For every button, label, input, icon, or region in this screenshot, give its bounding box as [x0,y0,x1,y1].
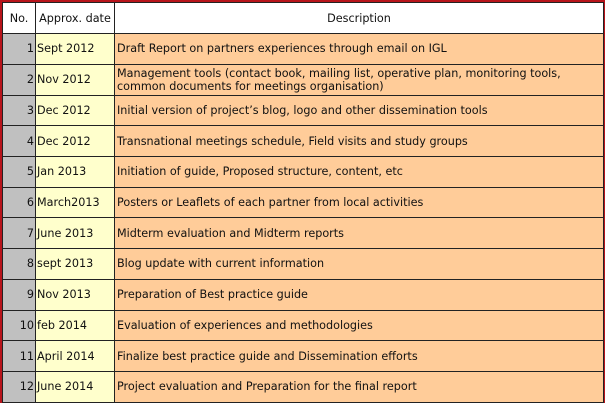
row-date: June 2014 [36,371,115,402]
table-row [3,64,604,95]
row-date: Sept 2012 [36,34,115,65]
table-row [3,249,604,280]
row-date: March2013 [36,187,115,218]
row-date: feb 2014 [36,310,115,341]
table-row [3,187,604,218]
row-date: Nov 2012 [36,64,115,95]
table-row [3,279,604,310]
schedule-table [2,2,604,403]
row-number: 7 [3,218,36,249]
row-date: April 2014 [36,341,115,372]
table-row [3,34,604,65]
row-description: Transnational meetings schedule, Field visits and study groups [115,126,604,157]
row-date: Nov 2013 [36,279,115,310]
table-row [3,95,604,126]
row-description: Draft Report on partners experiences through email on IGL [115,34,604,65]
table-row [3,371,604,402]
row-description: Project evaluation and Preparation for the final report [115,371,604,402]
row-number: 2 [3,64,36,95]
row-number: 10 [3,310,36,341]
row-number: 8 [3,249,36,280]
row-number: 3 [3,95,36,126]
row-description: Midterm evaluation and Midterm reports [115,218,604,249]
table-row [3,218,604,249]
row-description: Preparation of Best practice guide [115,279,604,310]
row-number: 5 [3,157,36,188]
header-approx-date: Approx. date [36,3,115,34]
row-number: 1 [3,34,36,65]
row-description: Evaluation of experiences and methodologies [115,310,604,341]
row-number: 4 [3,126,36,157]
header-no: No. [3,3,36,34]
row-number: 11 [3,341,36,372]
row-date: Dec 2012 [36,126,115,157]
row-date: Dec 2012 [36,95,115,126]
table-row [3,341,604,372]
row-description: Finalize best practice guide and Dissemination efforts [115,341,604,372]
row-description: Initiation of guide, Proposed structure, content, etc [115,157,604,188]
table-row [3,310,604,341]
row-number: 6 [3,187,36,218]
row-number: 9 [3,279,36,310]
row-description: Blog update with current information [115,249,604,280]
row-description: Initial version of project’s blog, logo and other dissemination tools [115,95,604,126]
table-row [3,157,604,188]
row-date: June 2013 [36,218,115,249]
header-row [3,3,604,34]
row-date: Jan 2013 [36,157,115,188]
row-date: sept 2013 [36,249,115,280]
row-description: Management tools (contact book, mailing list, operative plan, monitoring tools, common documents for meetings organisation) [115,64,604,95]
header-description: Description [115,3,604,34]
table-row [3,126,604,157]
row-number: 12 [3,371,36,402]
row-description: Posters or Leaflets of each partner from local activities [115,187,604,218]
